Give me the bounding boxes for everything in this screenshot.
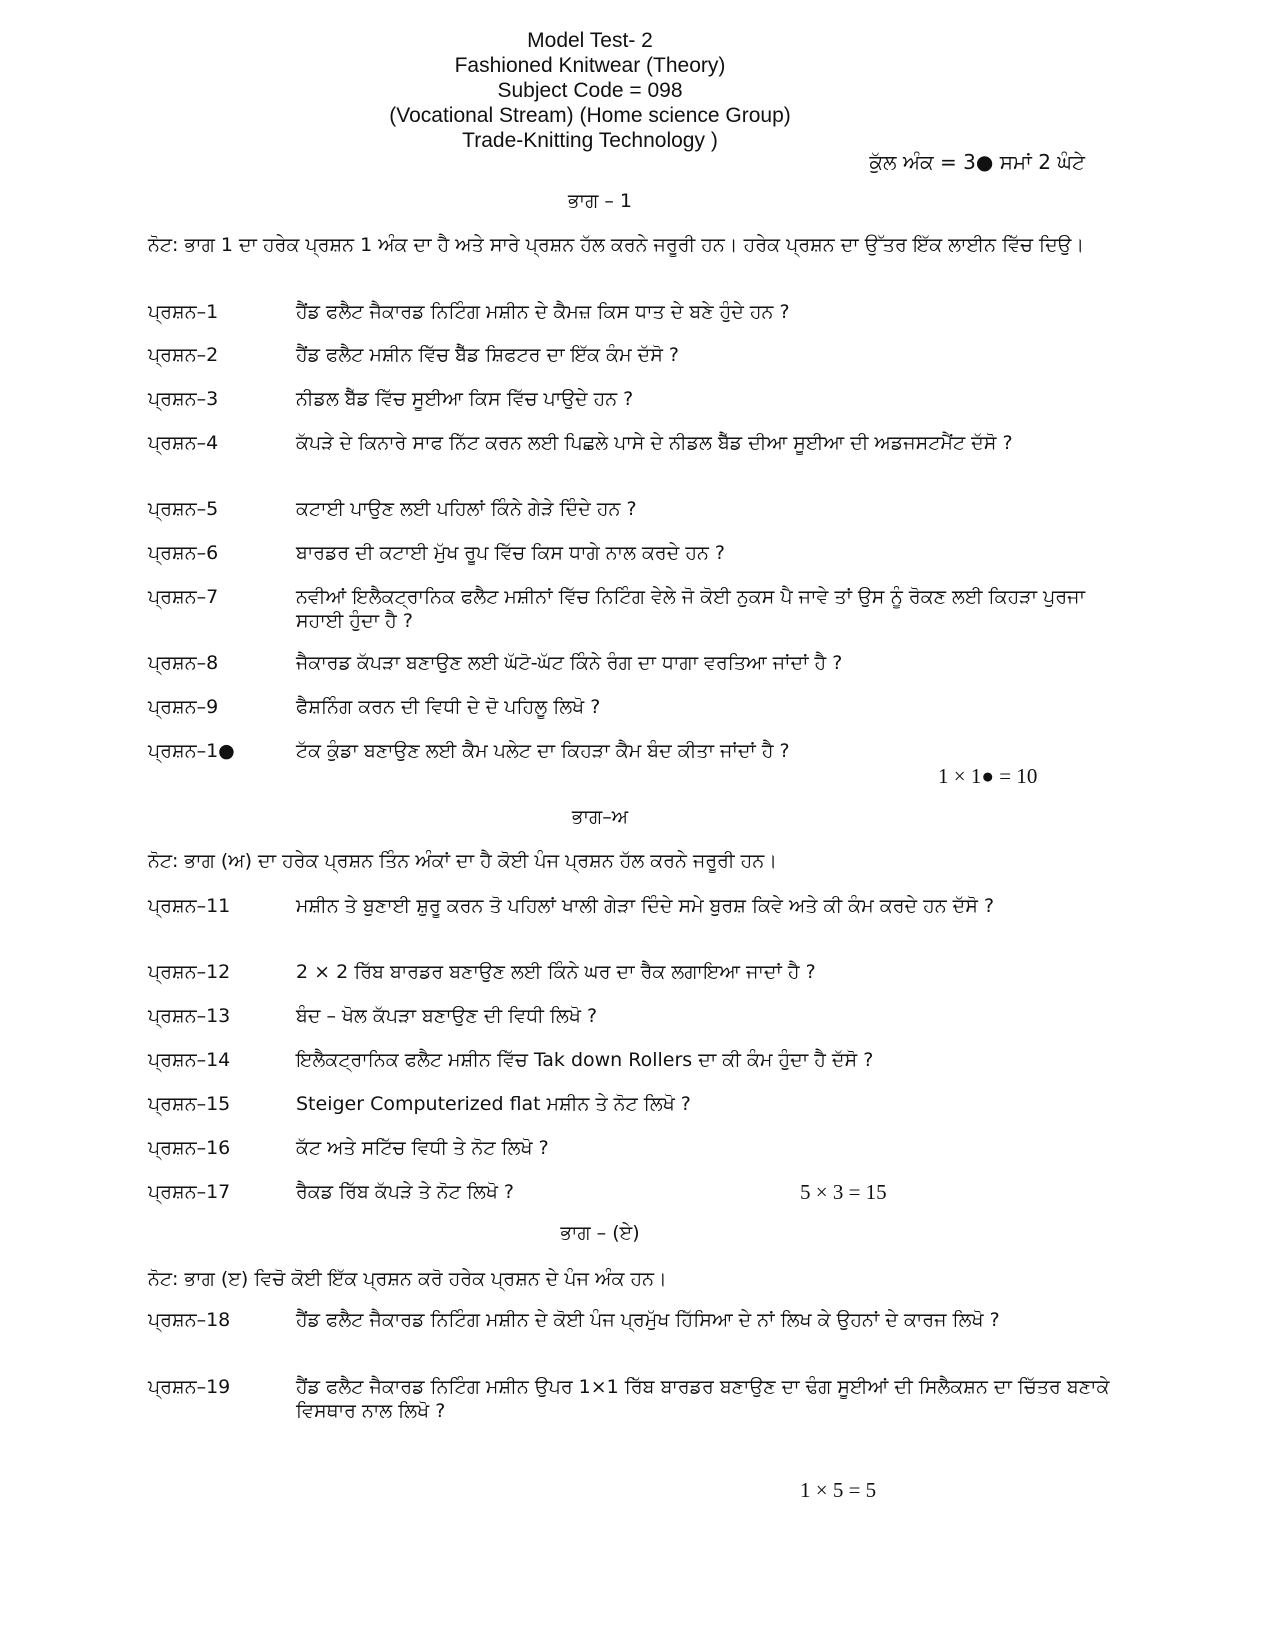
question-text: ਨੀਡਲ ਬੈੱਡ ਵਿੱਚ ਸੂਈਆ ਕਿਸ ਵਿੱਚ ਪਾਉਦੇ ਹਨ ? [296,388,634,410]
question-number: ਪ੍ਰਸ਼ਨ–19 [148,1376,231,1398]
question-number: ਪ੍ਰਸ਼ਨ–3 [148,388,219,410]
question-text: Steiger Computerized flat ਮਸ਼ੀਨ ਤੇ ਨੋਟ ਲਿਖੋ ? [296,1093,691,1115]
question-row [148,894,1128,918]
question-text: ਬੰਦ – ਖੋਲ ਕੱਪੜਾ ਬਣਾਉਣ ਦੀ ਵਿਧੀ ਲਿਖੋ ? [296,1005,598,1027]
question-text: ਹੈਂਡ ਫਲੈਟ ਜੈਕਾਰਡ ਨਿਟਿੰਗ ਮਸ਼ੀਨ ਉਪਰ 1×1 ਰਿੱਬ ਬਾਰਡਰ ਬਣਾਉਣ ਦਾ ਢੰਗ ਸੂਈਆਂ ਦੀ ਸਿਲੈਕਸ਼ਨ ਦਾ ਚਿੱਤਰ ਬਣਾਕੇ ਵਿਸਥਾਰ ਨਾਲ ਲਿਖੋ ? [296,1376,1110,1422]
question-row [148,1092,1128,1116]
marks-time: ਕੁੱਲ ਅੰਕ = 3● ਸਮਾਂ 2 ਘੰਟੇ [869,150,1085,174]
header-subject-code: Subject Code = 098 [497,79,683,102]
question-row [148,1004,1128,1028]
question-text: ਜੈਕਾਰਡ ਕੱਪੜਾ ਬਣਾਉਣ ਲਈ ਘੱਟੋ-ਘੱਟ ਕਿੰਨੇ ਰੰਗ ਦਾ ਧਾਗਾ ਵਰਤਿਆ ਜਾਂਦਾਂ ਹੈ ? [296,652,843,674]
part1-note: ਨੋਟ: ਭਾਗ 1 ਦਾ ਹਰੇਕ ਪ੍ਰਸ਼ਨ 1 ਅੰਕ ਦਾ ਹੈ ਅਤੇ ਸਾਰੇ ਪ੍ਰਸ਼ਨ ਹੱਲ ਕਰਨੇ ਜਰੂਰੀ ਹਨ। ਹਰੇਕ ਪ੍ਰਸ਼ਨ ਦਾ ਉੱਤਰ ਇੱਕ ਲਾਈਨ ਵਿੱਚ ਦਿਉ। [148,234,1085,256]
question-row [148,1048,1128,1072]
question-text: ਟੱਕ ਕੁੰਡਾ ਬਣਾਉਣ ਲਈ ਕੈਮ ਪਲੇਟ ਦਾ ਕਿਹੜਾ ਕੈਮ ਬੰਦ ਕੀਤਾ ਜਾਂਦਾਂ ਹੈ ? [296,740,790,762]
question-row [148,651,1128,675]
question-number: ਪ੍ਰਸ਼ਨ–12 [148,961,231,983]
question-row [148,695,1128,719]
question-row [148,1375,1128,1423]
question-row [148,387,1128,411]
question-text: ਹੈਂਡ ਫਲੈਟ ਜੈਕਾਰਡ ਨਿਟਿੰਗ ਮਸ਼ੀਨ ਦੇ ਕੋਈ ਪੰਜ ਪ੍ਰਮੁੱਖ ਹਿੱਸਿਆ ਦੇ ਨਾਂ ਲਿਖ ਕੇ ਉਹਨਾਂ ਦੇ ਕਾਰਜ ਲਿਖੋ ? [296,1309,1000,1331]
question-number: ਪ੍ਰਸ਼ਨ–6 [148,542,219,564]
header-stream: (Vocational Stream) (Home science Group) [389,104,791,127]
question-text: ਹੈਂਡ ਫਲੈਟ ਮਸ਼ੀਨ ਵਿੱਚ ਬੈੱਡ ਸ਼ਿਫਟਰ ਦਾ ਇੱਕ ਕੰਮ ਦੱਸੋ ? [296,344,680,366]
part3-heading: ਭਾਗ – (ਏ) [560,1222,640,1244]
question-number: ਪ੍ਰਸ਼ਨ–15 [148,1093,231,1115]
question-number: ਪ੍ਰਸ਼ਨ–14 [148,1049,231,1071]
header-title: Model Test- 2 [527,29,653,52]
exam-header [330,28,850,153]
part3-note: ਨੋਟ: ਭਾਗ (ੲ) ਵਿਚੋ ਕੋਈ ਇੱਕ ਪ੍ਰਸ਼ਨ ਕਰੋ ਹਰੇਕ ਪ੍ਰਸ਼ਨ ਦੇ ਪੰਜ ਅੰਕ ਹਨ। [148,1268,667,1290]
question-text: ਹੈਂਡ ਫਲੈਟ ਜੈਕਾਰਡ ਨਿਟਿੰਗ ਮਸ਼ੀਨ ਦੇ ਕੈਮਜ਼ ਕਿਸ ਧਾਤ ਦੇ ਬਣੇ ਹੁੰਦੇ ਹਨ ? [296,301,790,323]
header-subject: Fashioned Knitwear (Theory) [454,54,726,77]
question-number: ਪ੍ਰਸ਼ਨ–16 [148,1137,231,1159]
question-row [148,1136,1128,1160]
question-row [148,1180,1128,1204]
question-number: ਪ੍ਰਸ਼ਨ–2 [148,344,219,366]
header-trade: Trade-Knitting Technology ) [462,129,718,152]
question-number: ਪ੍ਰਸ਼ਨ–4 [148,432,219,454]
question-row [148,343,1128,367]
question-text: ਕੱਪੜੇ ਦੇ ਕਿਨਾਰੇ ਸਾਫ ਨਿੱਟ ਕਰਨ ਲਈ ਪਿਛਲੇ ਪਾਸੇ ਦੇ ਨੀਡਲ ਬੈੱਡ ਦੀਆ ਸੂਈਆ ਦੀ ਅਡਜਸਟਮੈਂਟ ਦੱਸੋ ? [296,432,1013,454]
question-number: ਪ੍ਰਸ਼ਨ–1● [148,740,235,762]
question-number: ਪ੍ਰਸ਼ਨ–8 [148,652,219,674]
question-row [148,300,1128,324]
part3-total: 1 × 5 = 5 [800,1478,877,1502]
part1-total: 1 × 1● = 10 [938,764,1038,788]
question-row [148,960,1128,984]
question-number: ਪ੍ਰਸ਼ਨ–11 [148,895,231,917]
question-number: ਪ੍ਰਸ਼ਨ–17 [148,1181,231,1203]
part2-heading: ਭਾਗ–ਅ [571,806,629,828]
question-number: ਪ੍ਰਸ਼ਨ–7 [148,586,219,608]
question-row [148,431,1128,455]
part2-note: ਨੋਟ: ਭਾਗ (ਅ) ਦਾ ਹਰੇਕ ਪ੍ਰਸ਼ਨ ਤਿੰਨ ਅੰਕਾਂ ਦਾ ਹੈ ਕੋਈ ਪੰਜ ਪ੍ਰਸ਼ਨ ਹੱਲ ਕਰਨੇ ਜਰੂਰੀ ਹਨ। [148,850,778,872]
question-number: ਪ੍ਰਸ਼ਨ–18 [148,1309,231,1331]
question-text: ਮਸ਼ੀਨ ਤੇ ਬੁਣਾਈ ਸ਼ੁਰੂ ਕਰਨ ਤੋ ਪਹਿਲਾਂ ਖਾਲੀ ਗੇੜਾ ਦਿੰਦੇ ਸਮੇ ਬੁਰਸ਼ ਕਿਵੇ ਅਤੇ ਕੀ ਕੰਮ ਕਰਦੇ ਹਨ ਦੱਸੋ ? [296,895,995,917]
question-text: ਰੈਕਡ ਰਿੱਬ ਕੱਪੜੇ ਤੇ ਨੋਟ ਲਿਖੋ ? [296,1181,515,1203]
question-row [148,739,1128,763]
part1-heading: ਭਾਗ – 1 [568,190,632,212]
question-row [148,541,1128,565]
question-text: ਫੈਸ਼ਨਿੰਗ ਕਰਨ ਦੀ ਵਿਧੀ ਦੇ ਦੋ ਪਹਿਲੂ ਲਿਖੋ ? [296,696,601,718]
part2-total: 5 × 3 = 15 [800,1180,887,1204]
question-text: ਬਾਰਡਰ ਦੀ ਕਟਾਈ ਮੁੱਖ ਰੂਪ ਵਿੱਚ ਕਿਸ ਧਾਗੇ ਨਾਲ ਕਰਦੇ ਹਨ ? [296,542,725,564]
question-text: ਨਵੀਆਂ ਇਲੈਕਟ੍ਰਾਨਿਕ ਫਲੈਟ ਮਸ਼ੀਨਾਂ ਵਿੱਚ ਨਿਟਿੰਗ ਵੇਲੇ ਜੋ ਕੋਈ ਨੁਕਸ ਪੈ ਜਾਵੇ ਤਾਂ ਉਸ ਨੂੰ ਰੋਕਣ ਲਈ ਕਿਹੜਾ ਪੁਰਜਾ ਸਹਾਈ ਹੁੰਦਾ ਹੈ ? [296,586,1086,632]
question-number: ਪ੍ਰਸ਼ਨ–13 [148,1005,231,1027]
question-text: ਇਲੈਕਟ੍ਰਾਨਿਕ ਫਲੈਟ ਮਸ਼ੀਨ ਵਿੱਚ Tak down Rollers ਦਾ ਕੀ ਕੰਮ ਹੁੰਦਾ ਹੈ ਦੱਸੋ ? [296,1049,874,1071]
question-number: ਪ੍ਰਸ਼ਨ–5 [148,498,219,520]
question-number: ਪ੍ਰਸ਼ਨ–9 [148,696,219,718]
question-row [148,497,1128,521]
question-row [148,1308,1128,1332]
question-text: ਕਟਾਈ ਪਾਉਣ ਲਈ ਪਹਿਲਾਂ ਕਿੰਨੇ ਗੇੜੇ ਦਿੰਦੇ ਹਨ ? [296,498,637,520]
question-number: ਪ੍ਰਸ਼ਨ–1 [148,301,219,323]
question-text: 2 × 2 ਰਿੱਬ ਬਾਰਡਰ ਬਣਾਉਣ ਲਈ ਕਿੰਨੇ ਘਰ ਦਾ ਰੈਕ ਲਗਾਇਆ ਜਾਦਾਂ ਹੈ ? [296,961,816,983]
question-text: ਕੱਟ ਅਤੇ ਸਟਿੱਚ ਵਿਧੀ ਤੇ ਨੋਟ ਲਿਖੋ ? [296,1137,549,1159]
question-row [148,585,1128,633]
